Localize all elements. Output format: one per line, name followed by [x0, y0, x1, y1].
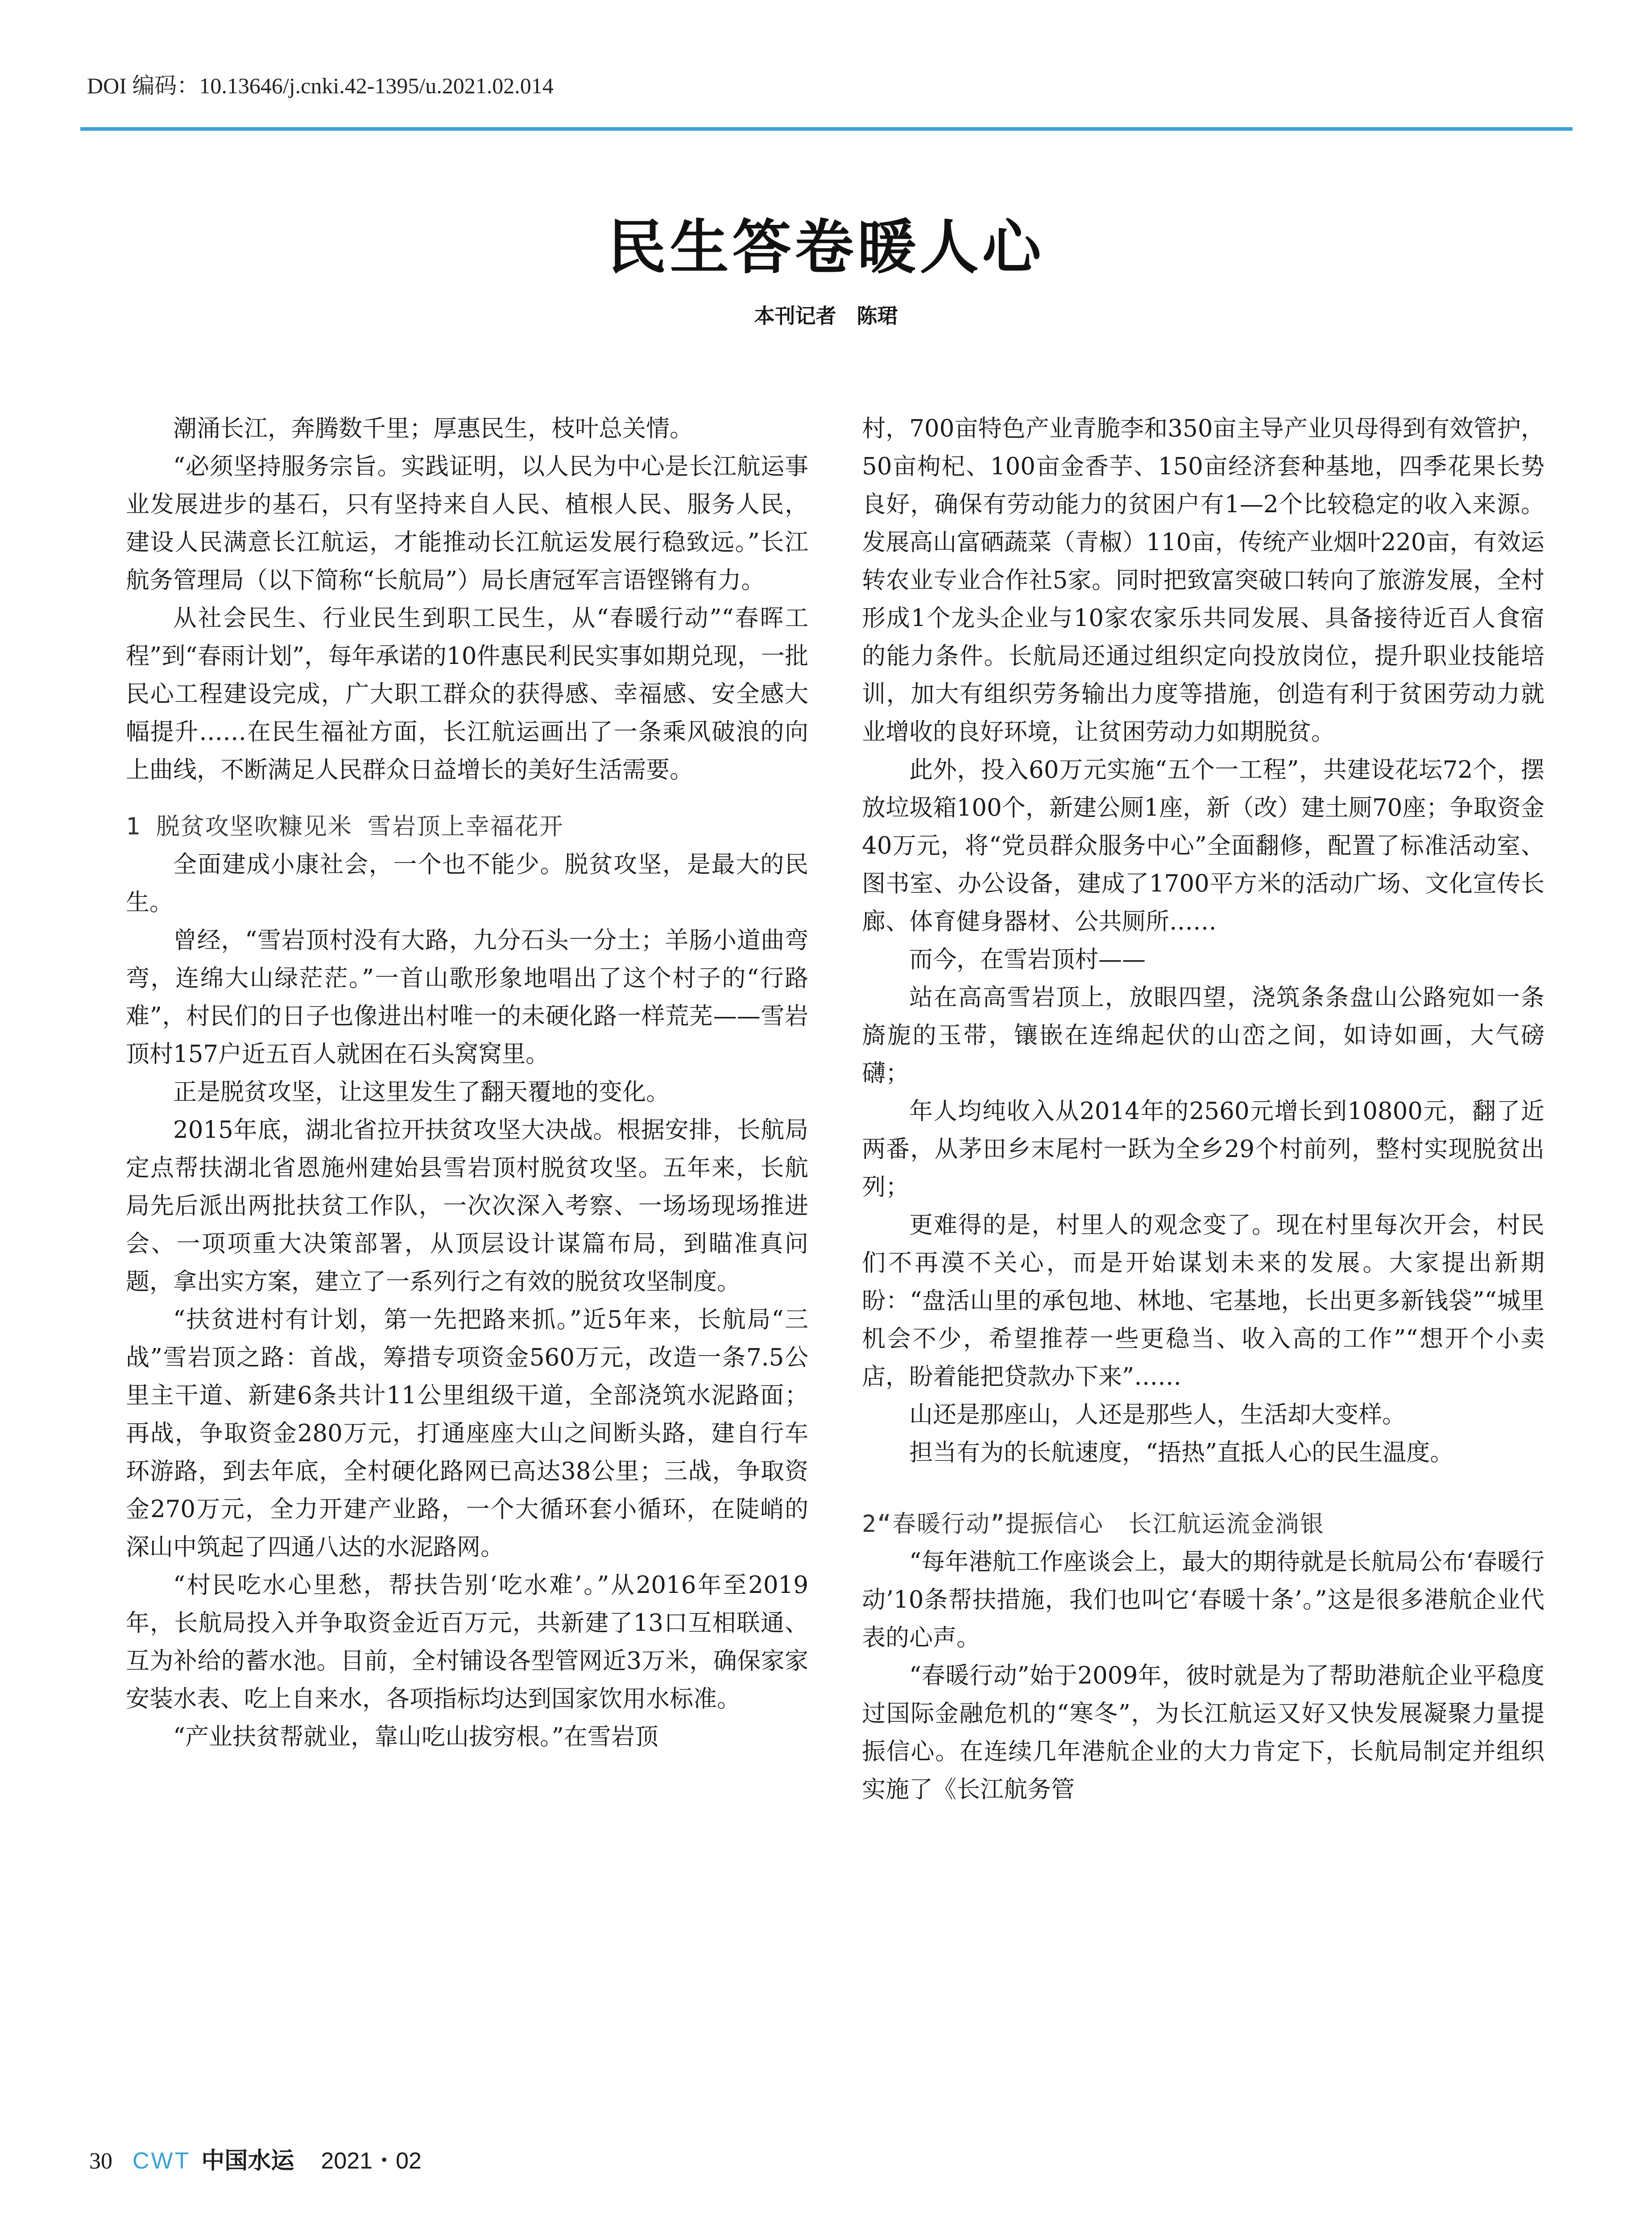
paragraph: “扶贫进村有计划，第一先把路来抓。”近5年来，长航局“三战”雪岩顶之路：首战，筹措专项资金560万元，改造一条7.5公里主干道、新建6条共计11公里组级干道，全部浇筑水泥路面；再战，争取资金280万元，打通座座大山之间断头路，建自行车环游路，到去年底，全村硬化路网已高达38公里；三战，争取资金270万元，全力开建产业路，一个大循环套小循环，在陡峭的深山中筑起了四通八达的水泥路网。 — [126, 1306, 808, 1561]
paragraph: 站在高高雪岩顶上，放眼四望，浇筑条条盘山公路宛如一条旖旎的玉带，镶嵌在连绵起伏的山峦之间，如诗如画，大气磅礴； — [862, 984, 1544, 1087]
article-title: 民生答卷暖人心 — [607, 213, 1045, 282]
paragraph: 全面建成小康社会，一个也不能少。脱贫攻坚，是最大的民生。 — [126, 851, 808, 916]
page-number: 30 — [89, 2148, 112, 2174]
paragraph: “春暖行动”始于2009年，彼时就是为了帮助港航企业平稳度过国际金融危机的“寒冬”，为长江航运又好又快发展凝聚力量提振信心。在连续几年港航企业的大力肯定下，长航局制定并组织实施了《长江航务管 — [862, 1662, 1544, 1803]
paragraph: 更难得的是，村里人的观念变了。现在村里每次开会，村民们不再漠不关心，而是开始谋划未来的发展。大家提出新期盼：“盘活山里的承包地、林地、宅基地，长出更多新钱袋”“城里机会不少，希望推荐一些更稳当、收入高的工作”“想开个小卖店，盼着能把贷款办下来”…… — [862, 1211, 1544, 1390]
paragraph: 曾经，“雪岩顶村没有大路，九分石头一分土；羊肠小道曲弯弯，连绵大山绿茫茫。”一首山歌形象地唱出了这个村子的“行路难”，村民们的日子也像进出村唯一的未硬化路一样荒芜——雪岩顶村157户近五百人就困在石头窝窝里。 — [126, 927, 808, 1068]
cwt-logo: CWT — [132, 2148, 191, 2174]
right-column — [862, 410, 1544, 1808]
magazine-name: 中国水运 — [201, 2148, 294, 2174]
section-heading-1: 1 脱贫攻坚吹糠见米 雪岩顶上幸福花开 — [126, 813, 564, 840]
paragraph: 山还是那座山，人还是那些人，生活却大变样。 — [909, 1401, 1406, 1428]
paragraph: 而今，在雪岩顶村—— — [909, 946, 1146, 973]
section-heading-2: 2“春暖行动”提振信心 长江航运流金淌银 — [862, 1510, 1325, 1538]
doi-code: DOI 编码：10.13646/j.cnki.42-1395/u.2021.02.014 — [87, 73, 554, 98]
article-byline: 本刊记者 陈珺 — [754, 304, 898, 328]
paragraph: “必须坚持服务宗旨。实践证明，以人民为中心是长江航运事业发展进步的基石，只有坚持来自人民、植根人民、服务人民，建设人民满意长江航运，才能推动长江航运发展行稳致远。”长江航务管理局（以下简称“长航局”）局长唐冠军言语铿锵有力。 — [126, 453, 808, 594]
issue-number: 2021・02 — [321, 2148, 422, 2174]
paragraph: 2015年底，湖北省拉开扶贫攻坚大决战。根据安排，长航局定点帮扶湖北省恩施州建始县雪岩顶村脱贫攻坚。五年来，长航局先后派出两批扶贫工作队，一次次深入考察、一场场现场推进会、一项项重大决策部署，从顶层设计谋篇布局，到瞄准真问题，拿出实方案，建立了一系列行之有效的脱贫攻坚制度。 — [126, 1116, 808, 1295]
paragraph: 潮涌长江，奔腾数千里；厚惠民生，枝叶总关情。 — [173, 415, 693, 442]
header-rule — [80, 127, 1573, 131]
paragraph: 从社会民生、行业民生到职工民生，从“春暖行动”“春晖工程”到“春雨计划”，每年承诺的10件惠民利民实事如期兑现，一批民心工程建设完成，广大职工群众的获得感、幸福感、安全感大幅提升……在民生福祉方面，长江航运画出了一条乘风破浪的向上曲线，不断满足人民群众日益增长的美好生活需要。 — [126, 605, 808, 784]
paragraph: 正是脱贫攻坚，让这里发生了翻天覆地的变化。 — [173, 1078, 670, 1106]
left-column — [126, 410, 808, 1756]
paragraph: “每年港航工作座谈会上，最大的期待就是长航局公布‘春暖行动’10条帮扶措施，我们也叫它‘春暖十条’。”这是很多港航企业代表的心声。 — [862, 1548, 1544, 1651]
paragraph: 此外，投入60万元实施“五个一工程”，共建设花坛72个，摆放垃圾箱100个，新建公厕1座，新（改）建土厕70座；争取资金40万元，将“党员群众服务中心”全面翻修，配置了标准活动室、图书室、办公设备，建成了1700平方米的活动广场、文化宣传长廊、体育健身器材、公共厕所…… — [862, 756, 1544, 935]
paragraph: “村民吃水心里愁，帮扶告别‘吃水难’。”从2016年至2019年，长航局投入并争取资金近百万元，共新建了13口互相联通、互为补给的蓄水池。目前，全村铺设各型管网近3万米，确保家家安装水表、吃上自来水，各项指标均达到国家饮用水标准。 — [126, 1572, 808, 1713]
paragraph-continued: 村，700亩特色产业青脆李和350亩主导产业贝母得到有效管护，50亩枸杞、100亩金香芋、150亩经济套种基地，四季花果长势良好，确保有劳动能力的贫困户有1—2个比较稳定的收入来源。发展高山富硒蔬菜（青椒）110亩，传统产业烟叶220亩，有效运转农业专业合作社5家。同时把致富突破口转向了旅游发展，全村形成1个龙头企业与10家农家乐共同发展、具备接待近百人食宿的能力条件。长航局还通过组织定向投放岗位，提升职业技能培训，加大有组织劳务输出力度等措施，创造有利于贫困劳动力就业增收的良好环境，让贫困劳动力如期脱贫。 — [862, 415, 1544, 746]
paragraph: 担当有为的长航速度，“捂热”直抵人心的民生温度。 — [909, 1439, 1454, 1466]
page-footer — [89, 2142, 422, 2175]
paragraph: 年人均纯收入从2014年的2560元增长到10800元，翻了近两番，从茅田乡末尾村一跃为全乡29个村前列，整村实现脱贫出列； — [862, 1098, 1544, 1201]
paragraph: “产业扶贫帮就业，靠山吃山拔穷根。”在雪岩顶 — [173, 1723, 658, 1750]
